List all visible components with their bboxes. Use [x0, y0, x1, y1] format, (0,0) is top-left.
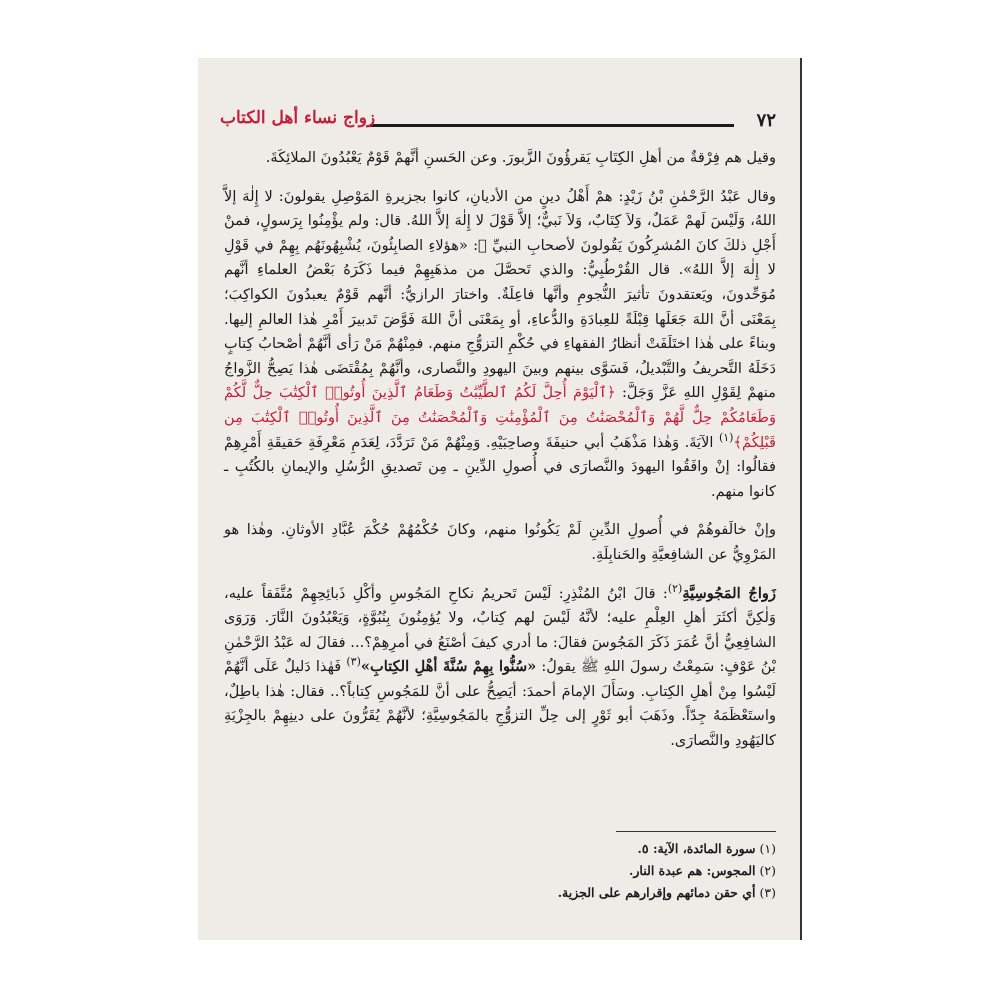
quran-verse: ﴿ٱلْيَوْمَ أُحِلَّ لَكُمُ ٱلطَّيِّبَٰتُ وَطَعَامُ ٱلَّذِينَ أُوتُوا۟ ٱلْكِتَٰبَ حِلٌّ لَّكُمْ وَطَعَامُكُمْ حِلٌّ لَّهُمْ وَٱلْمُحْصَنَٰتُ مِنَ ٱلْمُؤْمِنَٰتِ وَٱلْمُحْصَنَٰتُ مِنَ ٱلَّذِينَ أُوتُوا۟ ٱلْكِتَٰبَ مِن قَبْلِكُمْ﴾	[224, 384, 776, 451]
footnote-ref-2[interactable]: (٢)	[667, 581, 683, 595]
page-number: ٧٢	[756, 110, 776, 131]
paragraph-3: وإنْ خالَفوهُمْ في أُصولِ الدِّينِ لَمْ يَكُونُوا منهم، وكانَ حُكْمُهُمْ حُكْمَ عُبَّادِ الأوثانِ. وهٰذا هو المَرْوِيُّ عن الشافِعيَّةِ والحَنابِلَةِ.	[224, 521, 776, 563]
footnote-text: سورة المائدة، الآية: ٥.	[637, 841, 756, 856]
running-title: زواج نساء أهل الكتاب	[220, 108, 376, 128]
main-text	[224, 146, 776, 768]
footnotes	[224, 838, 776, 904]
paragraph-4-text-a: : قالَ ابْنُ المُنْذِرِ: لَيْسَ تَحريمُ نكاحِ المَجُوسِ وأكْلِ ذَبائِحِهِمْ مُتَّفَقاً عليه، وَلٰكِنَّ أكثَرَ أهلِ العِلْمِ عليه؛ لأنَّهُ لَيْسَ لهم كِتابٌ، ولا يُؤمِنُونَ بِنُبُوَّةٍ، وَيَعْبُدُونَ النَّارَ. وَرَوَى الشافِعِيُّ أنَّ عُمَرَ ذَكَرَ المَجُوسَ فقالَ: ما أدري كيفَ أصْنَعُ في أمرِهِمْ؟... فقالَ له عَبْدُ الرَّحْمٰنِ بْنُ عَوْفٍ: سَمِعْتُ رسولَ اللهِ ﷺ يقولُ:	[224, 584, 776, 676]
footnote-ref-3[interactable]: (٣)	[346, 655, 361, 669]
header-rule	[370, 124, 734, 127]
section-heading: زَواجُ المَجُوسِيَّةِ	[682, 584, 776, 602]
footnote-item	[224, 882, 776, 904]
footnote-item	[224, 838, 776, 860]
paragraph-2-text: وقال عَبْدُ الرَّحْمٰنِ بْنُ زَيْدٍ: همْ أَهْلُ دينٍ من الأديانِ، كانوا بجزيرةِ المَوْصِلِ يقولونَ: لا إِلٰهَ إلاَّ اللهُ، وَلَيْسَ لَهمْ عَمَلٌ، وَلاَ كِتَابٌ، وَلاَ نَبيٌّ؛ إلاَّ قَوْلَ لا إِلٰهَ إلاَّ اللهُ. قال: ولم يؤْمِنُوا بِرَسولٍ، فمنْ أَجْلِ ذلكَ كانَ المُشرِكُونَ يَقُولونَ لأصحابِ النبيِّ ﷺ: «هؤلاءِ الصابِئُونَ، يُشْبِهُونَهُم بِهِمْ في قَوْلِ لا إِلٰهَ إلاَّ اللهُ». قال القُرْطُبِيُّ: والذي تَحصَّلَ من مذهَبِهِمْ فيما ذَكَرَهُ بَعْضُ العلماءِ أنَّهم مُوَحِّدونَ، ويَعتقدونَ تأثيرَ النُّجومِ وأنَّها فاعِلَةٌ. واختارَ الرازيُّ: أنَّهم قَوْمٌ يعبدُونَ الكواكِبَ؛ بِمَعْنَى أنَّ اللهَ جَعَلَها قِبْلَةً للعِبادَةِ والدُّعاءِ، أو بِمَعْنَى أنَّ اللهَ فَوَّضَ تَدبيرَ أَمْرِ هٰذا العالمِ إليها. وبناءً على هٰذا اختَلَفَتْ أنظارُ الفقهاءِ في حُكْمِ التزوُّجِ منهم. فمِنْهُمْ مَنْ رَأى أنَّهُمْ أصْحابُ كِتابٍ دَخَلَهُ التَّحريفُ والتَّبْديلُ، فَسَوَّى بينهم وبينَ اليهودِ والنَّصارى، وأنَّهُمْ بِمُقْتَضَى هٰذا يَصِحُّ الزَّواجُ منهمْ لِقَوْلِ اللهِ عَزَّ وَجَلَّ:	[224, 187, 776, 402]
footnote-number: (٣)	[759, 885, 776, 900]
footnote-item	[224, 860, 776, 882]
book-page	[198, 58, 802, 940]
paragraph-4-text-b: فَهٰذا دَليلٌ عَلَى أنَّهُمْ لَيْسُوا مِنْ أهلِ الكِتابِ. وسَأَلَ الإمامَ أحمدَ: أيَصِحُّ على أنَّ للمَجُوسِ كِتاباً؟.. فقال: هٰذا باطِلٌ، واستَعْظَمَهُ جِدّاً. وذَهَبَ أبو ثَوْرٍ إلى حِلِّ التزوُّجِ بالمَجُوسِيَّةِ؛ لأنَّهُمْ يُقَرُّونَ على دينِهِمْ بالجِزْيَةِ كاليَهُودِ والنَّصارَى.	[224, 658, 776, 750]
hadith-quote: «سُنُّوا بِهِمْ سُنَّةَ أهْلِ الكِتابِ»	[360, 658, 537, 676]
footnote-text: أي حقن دمائهم وإقرارهم على الجزية.	[557, 885, 756, 900]
page-header	[220, 110, 776, 136]
paragraph-2-end: الآيَةَ. وَهٰذا مَذْهَبُ أبي حنيفَةَ وصاحِبَيْهِ. وَمِنْهُمْ مَنْ تَرَدَّدَ، لِعَدَمِ مَعْرِفَةِ حَقيقَةِ أَمْرِهِمْ فقالُوا: إنْ وافَقُوا اليهودَ والنَّصارَى في أُصولِ الدِّينِ ـ مِن تَصديقِ الرُّسُلِ والإيمانِ بالكُتُبِ ـ كانوا منهم.	[224, 433, 776, 500]
footnote-text: المجوس: هم عبدة النار.	[629, 863, 756, 878]
paragraph-4	[224, 582, 776, 754]
paragraph-1: وقيل هم فِرْقةٌ من أهلِ الكِتَابِ يَقرؤُونَ الزَّبورَ. وعن الحَسنِ أنَّهمْ قَوْمٌ يَعْبُدُونَ الملائِكَةَ.	[265, 149, 776, 166]
footnote-number: (١)	[759, 841, 776, 856]
footnote-number: (٢)	[759, 863, 776, 878]
footnote-divider	[616, 831, 776, 832]
paragraph-2	[224, 185, 776, 505]
footnote-ref-1[interactable]: (١)	[718, 430, 734, 444]
